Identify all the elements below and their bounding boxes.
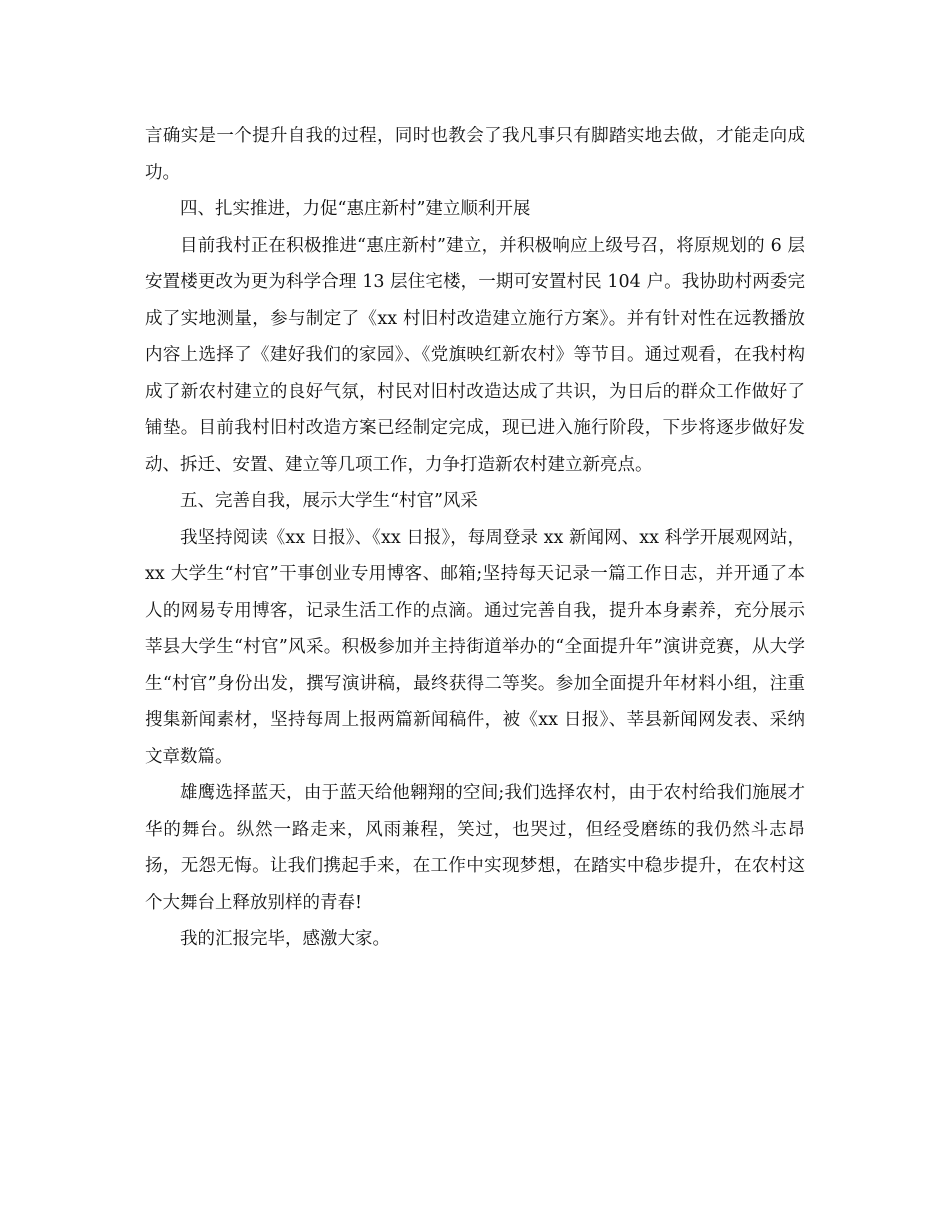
paragraph-thanks: 我的汇报完毕，感激大家。 xyxy=(180,929,390,949)
paragraph-closing-remarks: 雄鹰选择蓝天，由于蓝天给他翱翔的空间;我们选择农村，由于农村给我们施展才华的舞台。纵然一路走来，风雨兼程，笑过，也哭过，但经受磨练的我仍然斗志昂扬，无怨无悔。让我们携起手来，在工作中实现梦想，在踏实中稳步提升，在农村这个大舞台上释放别样的青春! xyxy=(145,783,805,913)
paragraph-continuation: 言确实是一个提升自我的过程，同时也教会了我凡事只有脚踏实地去做，才能走向成功。 xyxy=(145,126,805,183)
paragraph-self-improvement: 我坚持阅读《xx 日报》、《xx 日报》，每周登录 xx 新闻网、xx 科学开展观网站，xx 大学生“村官”干事创业专用博客、邮箱;坚持每天记录一篇工作日志，并开通了本人的网易专用博客，记录生活工作的点滴。通过完善自我，提升本身素养，充分展示莘县大学生“村官”风采。积极参加并主持街道举办的“全面提升年”演讲竞赛，从大学生“村官”身份出发，撰写演讲稿，最终获得二等奖。参加全面提升年材料小组，注重搜集新闻素材，坚持每周上报两篇新闻稿件，被《xx 日报》、莘县新闻网发表、采纳文章数篇。 xyxy=(145,527,805,767)
document-body xyxy=(145,118,805,958)
paragraph-new-village: 目前我村正在积极推进“惠庄新村”建立，并积极响应上级号召，将原规划的 6 层安置楼更改为更为科学合理 13 层住宅楼，一期可安置村民 104 户。我协助村两委完成了实地测量，参与制定了《xx 村旧村改造建立施行方案》。并有针对性在远教播放内容上选择了《建好我们的家园》、《党旗映红新农村》等节目。通过观看，在我村构成了新农村建立的良好气氛，村民对旧村改造达成了共识，为日后的群众工作做好了铺垫。目前我村旧村改造方案已经制定完成，现已进入施行阶段，下步将逐步做好发动、拆迁、安置、建立等几项工作，力争打造新农村建立新亮点。 xyxy=(145,235,805,475)
section-heading-four: 四、扎实推进，力促“惠庄新村”建立顺利开展 xyxy=(180,199,531,219)
section-heading-five: 五、完善自我，展示大学生“村官”风采 xyxy=(180,491,478,511)
